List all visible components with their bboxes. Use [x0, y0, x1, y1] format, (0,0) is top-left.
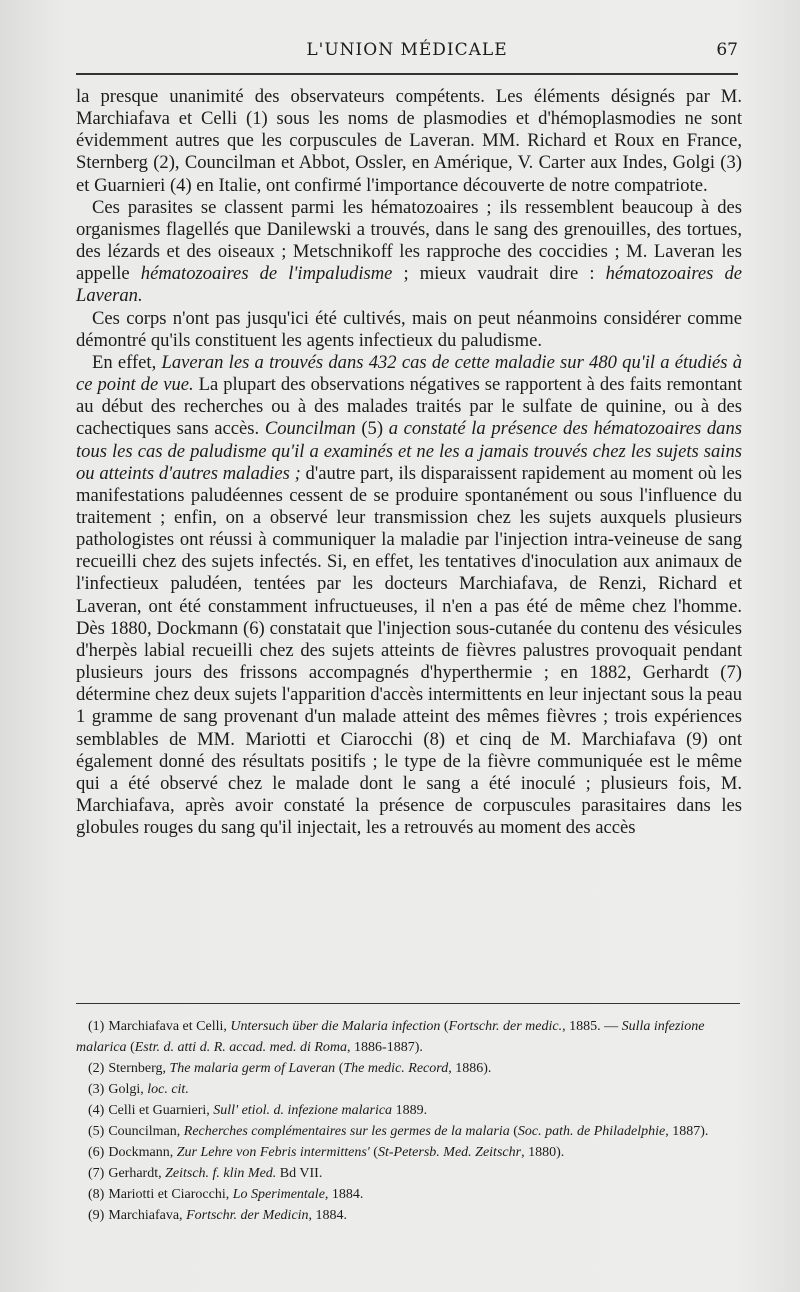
footnote: (1) Marchiafava et Celli, Untersuch über die Malaria infection (Fortschr. der medic., 1885. — Sulla infezione malarica (Estr. d. atti d. R. accad. med. di Roma, 1886-1887).: [76, 1019, 705, 1055]
paragraph: la presque unanimité des observateurs compétents. Les éléments désignés par M. Marchiafava et Celli (1) sous les noms de plasmodies et d'hémoplasmodies ne sont évidemment autres que les corpuscules de Laveran. MM. Richard et Roux en France, Sternberg (2), Councilman et Abbot, Ossler, en Amérique, V. Carter aux Indes, Golgi (3) et Guarnieri (4) en Italie, ont confirmé l'importance découverte de notre compatriote.: [76, 86, 742, 196]
header-rule: [76, 73, 738, 75]
body-text: [76, 86, 742, 839]
page-header: [76, 40, 738, 72]
page-number: 67: [716, 40, 738, 60]
footnote: (8) Mariotti et Ciarocchi, Lo Sperimentale, 1884.: [88, 1187, 364, 1202]
footnote: (3) Golgi, loc. cit.: [88, 1082, 189, 1097]
footnote: (6) Dockmann, Zur Lehre von Febris intermittens' (St-Petersb. Med. Zeitschr, 1880).: [88, 1145, 565, 1160]
footnote: (5) Councilman, Recherches complémentaires sur les germes de la malaria (Soc. path. de Philadelphie, 1887).: [88, 1124, 709, 1139]
footnote: (4) Celli et Guarnieri, Sull' etiol. d. infezione malarica 1889.: [88, 1103, 428, 1118]
paragraph: Ces parasites se classent parmi les hématozoaires ; ils ressemblent beaucoup à des organismes flagellés que Danilewski a trouvés, dans le sang des grenouilles, des tortues, des lézards et des oiseaux ; Metschnikoff les rapproche des coccidies ; M. Laveran les appelle hématozoaires de l'impaludisme ; mieux vaudrait dire : hématozoaires de Laveran.: [76, 196, 743, 307]
footnote: (9) Marchiafava, Fortschr. der Medicin, 1884.: [88, 1208, 348, 1223]
paragraph: En effet, Laveran les a trouvés dans 432 cas de cette maladie sur 480 qu'il a étudiés à ce point de vue. La plupart des observations négatives se rapportent à des faits remontant au début des recherches ou à des malades traités par le sulfate de quinine, ou à des cachectiques sans accès. Councilman (5) a constaté la présence des hématozoaires dans tous les cas de paludisme qu'il a examinés et ne les a jamais trouvés chez les sujets sains ou atteints d'autres maladies ; d'autre part, ils disparaissent rapidement au moment où les manifestations paludéennes cessent de se produire spontanément ou sous l'influence du traitement ; enfin, on a observé leur transmission chez les sujets auxquels plusieurs pathologistes ont réussi à communiquer la maladie par l'injection intra-veineuse de sang recueilli chez des sujets infectés. Si, en effet, les tentatives d'inoculation aux animaux de l'infectieux paludéen, tentées par les docteurs Marchiafava, de Renzi, Richard et Laveran, ont été constamment infructueuses, il n'en a pas été de même chez l'homme. Dès 1880, Dockmann (6) constatait que l'injection sous-cutanée du contenu des vésicules d'herpès labial recueilli chez des sujets atteints de fièvres palustres provoquait pendant plusieurs jours des frissons accompagnés d'hyperthermie ; en 1882, Gerhardt (7) détermine chez deux sujets l'apparition d'accès intermittents en leur injectant sous la peau 1 gramme de sang provenant d'un malade atteint des mêmes fièvres ; trois expériences semblables de MM. Mariotti et Ciarocchi (8) et cinq de M. Marchiafava (9) ont également donné des résultats positifs ; le type de la fièvre communiquée est le même qui a été observé chez le malade dont le sang a été inoculé ; plusieurs fois, M. Marchiafava, après avoir constaté la présence de corpuscules parasitaires dans les globules rouges du sang qu'il injectait, les a retrouvés au moment des accès: [76, 351, 742, 839]
footnotes: [76, 1016, 742, 1226]
footnote: (2) Sternberg, The malaria germ of Laveran (The medic. Record, 1886).: [88, 1061, 492, 1076]
footnote-rule: [76, 1003, 740, 1004]
running-title: L'UNION MÉDICALE: [306, 40, 508, 60]
footnote: (7) Gerhardt, Zeitsch. f. klin Med. Bd VII.: [88, 1166, 323, 1181]
paragraph: Ces corps n'ont pas jusqu'ici été cultivés, mais on peut néanmoins considérer comme démontré qu'ils constituent les agents infectieux du paludisme.: [76, 307, 742, 351]
